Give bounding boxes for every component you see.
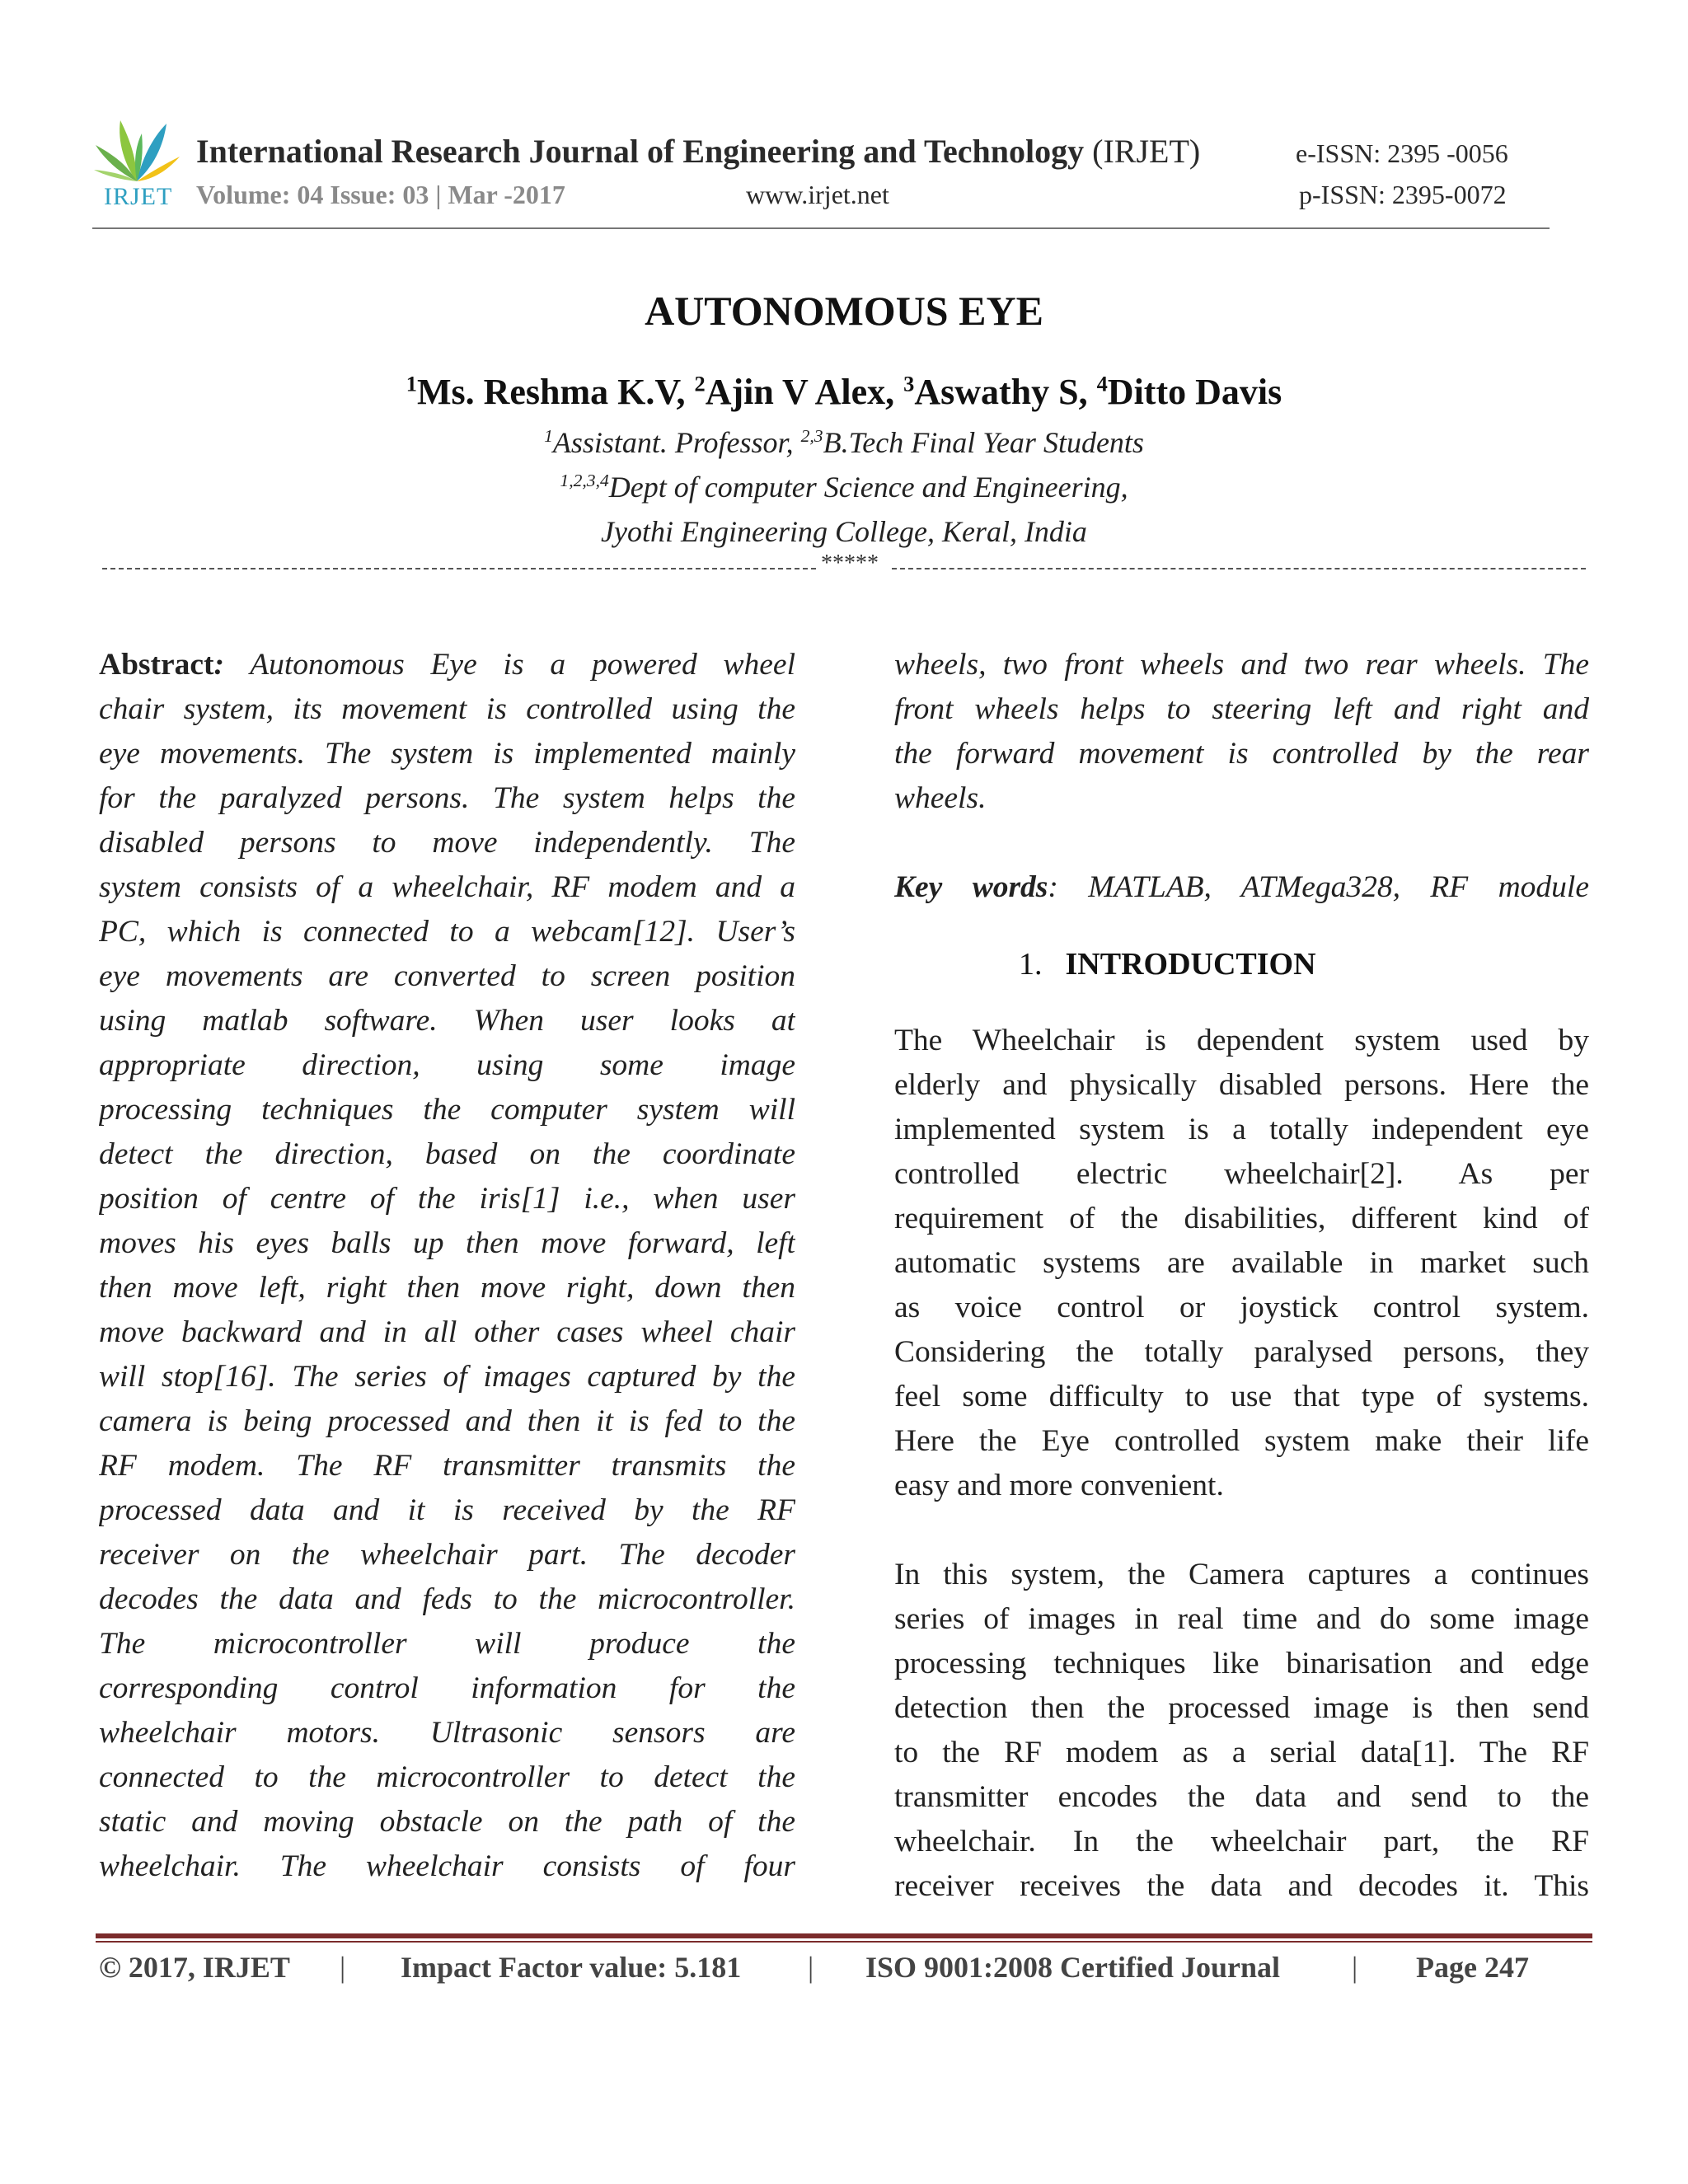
abstract-line: camera is being processed and then it is fed to the (99, 1404, 795, 1438)
abstract-line: corresponding control information for the (99, 1671, 795, 1705)
intro-line: Considering the totally paralysed persons, they (894, 1335, 1589, 1369)
abstract-text: Autonomous Eye is a powered wheel (224, 648, 795, 682)
author-4: Ditto Davis (1107, 372, 1282, 412)
journal-abbreviation: (IRJET) (1092, 133, 1201, 170)
intro-line: elderly and physically disabled persons. Here the (894, 1068, 1589, 1102)
intro-line: controlled electric wheelchair[2]. As per (894, 1157, 1589, 1191)
abstract-line: appropriate direction, using some image (99, 1048, 795, 1082)
affil-role-students: B.Tech Final Year Students (823, 426, 1144, 459)
author-list (0, 371, 1688, 413)
intro-line: Here the Eye controlled system make their life (894, 1424, 1589, 1458)
abstract-line: moves his eyes balls up then move forward, left (99, 1226, 795, 1260)
abstract-line: eye movements are converted to screen position (99, 959, 795, 993)
abstract-line: system consists of a wheelchair, RF modem and a (99, 870, 795, 904)
abstract-line: The microcontroller will produce the (99, 1627, 795, 1661)
blank-line (894, 1508, 1589, 1553)
abstract-line: processed data and it is received by the RF (99, 1493, 795, 1527)
abstract-line: will stop[16]. The series of images captured by the (99, 1360, 795, 1394)
footer-copyright: © 2017, IRJET (99, 1951, 290, 1984)
abstract-continuation-line: front wheels helps to steering left and right and (894, 692, 1589, 726)
title-separator (102, 551, 1586, 576)
affil-sup-2: 2,3 (800, 426, 823, 446)
affil-dept-text: Dept of computer Science and Engineering, (608, 471, 1128, 504)
abstract-line: for the paralyzed persons. The system helps the (99, 781, 795, 815)
abstract-line: connected to the microcontroller to detect the (99, 1760, 795, 1794)
intro-line: requirement of the disabilities, different kind of (894, 1202, 1589, 1235)
volume-issue: Volume: 04 Issue: 03 | Mar -2017 (196, 180, 565, 209)
separator-dash-left (102, 568, 816, 569)
abstract-line: move backward and in all other cases wheel chair (99, 1315, 795, 1349)
abstract-line: using matlab software. When user looks at (99, 1004, 795, 1038)
affil-sup-1: 1 (544, 426, 553, 446)
right-column (894, 643, 1589, 910)
intro-line: wheelchair. In the wheelchair part, the RF (894, 1825, 1589, 1858)
author-1: Ms. Reshma K.V, (416, 372, 695, 412)
intro-line: In this system, the Camera captures a continues (894, 1558, 1589, 1591)
introduction-body (894, 1019, 1589, 1909)
abstract-line: position of centre of the iris[1] i.e., when user (99, 1182, 795, 1216)
intro-line: as voice control or joystick control system. (894, 1291, 1589, 1324)
header-divider (92, 227, 1550, 229)
separator-stars: ***** (821, 551, 879, 576)
blank-line (894, 821, 1589, 865)
affiliation-department (0, 470, 1688, 504)
abstract-continuation-line: wheels. (894, 781, 987, 815)
affiliation-roles (0, 425, 1688, 460)
section-heading-introduction (1019, 946, 1316, 982)
website-link[interactable]: www.irjet.net (746, 180, 889, 209)
logo-text: IRJET (104, 183, 173, 210)
abstract-line: receiver on the wheelchair part. The decoder (99, 1538, 795, 1572)
author-3-number: 3 (903, 371, 915, 396)
abstract-line: decodes the data and feds to the microcontroller. (99, 1582, 795, 1616)
abstract-continuation-line: the forward movement is controlled by the rear (894, 737, 1589, 771)
footer-page-number: Page 247 (1416, 1951, 1529, 1984)
affiliation-college: Jyothi Engineering College, Keral, India (601, 515, 1087, 548)
abstract-line: disabled persons to move independently. The (99, 826, 795, 860)
footer-separator: | (808, 1951, 814, 1984)
author-2-number: 2 (694, 371, 706, 396)
affil-sup-dept: 1,2,3,4 (560, 471, 609, 490)
keywords-label: Key words (894, 870, 1048, 904)
journal-full-name: International Research Journal of Engineering and Technology (196, 133, 1085, 170)
section-number: 1. (1019, 947, 1043, 982)
intro-line: The Wheelchair is dependent system used by (894, 1024, 1589, 1057)
footer-iso: ISO 9001:2008 Certified Journal (865, 1951, 1280, 1984)
abstract-line (99, 643, 795, 687)
intro-line: easy and more convenient. (894, 1469, 1224, 1502)
abstract-column (99, 643, 795, 1889)
abstract-line: eye movements. The system is implemented mainly (99, 737, 795, 771)
abstract-colon: : (213, 648, 225, 682)
intro-line: receiver receives the data and decodes it. This (894, 1869, 1589, 1903)
abstract-line: RF modem. The RF transmitter transmits the (99, 1449, 795, 1483)
abstract-line: PC, which is connected to a webcam[12]. User’s (99, 915, 795, 949)
keywords-text: : MATLAB, ATMega328, RF module (1048, 870, 1589, 904)
footer-separator: | (1352, 1951, 1358, 1984)
abstract-label: Abstract (99, 648, 214, 682)
author-4-number: 4 (1096, 371, 1108, 396)
journal-name (196, 132, 1200, 171)
section-title: INTRODUCTION (1065, 947, 1316, 982)
intro-line: transmitter encodes the data and send to the (894, 1780, 1589, 1814)
abstract-line: chair system, its movement is controlled using the (99, 692, 795, 726)
abstract-line: static and moving obstacle on the path of the (99, 1805, 795, 1839)
author-2: Ajin V Alex, (705, 372, 904, 412)
intro-line: to the RF modem as a serial data[1]. The RF (894, 1736, 1589, 1769)
footer-rule-thin (96, 1941, 1592, 1943)
footer-impact-factor: Impact Factor value: 5.181 (401, 1951, 742, 1984)
separator-dash-right (892, 568, 1586, 569)
keywords (894, 865, 1589, 910)
abstract-continuation-line: wheels, two front wheels and two rear wheels. The (894, 648, 1589, 682)
intro-line: series of images in real time and do some image (894, 1602, 1589, 1636)
p-issn: p-ISSN: 2395-0072 (1299, 180, 1507, 209)
paper-title: AUTONOMOUS EYE (645, 288, 1043, 334)
footer-separator: | (340, 1951, 346, 1984)
affil-role-professor: Assistant. Professor, (552, 426, 801, 459)
intro-line: feel some difficulty to use that type of systems. (894, 1380, 1589, 1413)
author-3: Aswathy S, (914, 372, 1097, 412)
footer-rule-thick (96, 1933, 1592, 1938)
e-issn: e-ISSN: 2395 -0056 (1296, 138, 1508, 168)
abstract-line: wheelchair. The wheelchair consists of four (99, 1849, 795, 1883)
abstract-line: then move left, right then move right, down then (99, 1271, 795, 1305)
intro-line: implemented system is a totally independent eye (894, 1113, 1589, 1146)
intro-line: automatic systems are available in market such (894, 1246, 1589, 1280)
abstract-line: processing techniques the computer system will (99, 1093, 795, 1127)
abstract-line: detect the direction, based on the coordinate (99, 1137, 795, 1171)
author-1-number: 1 (406, 371, 417, 396)
intro-line: processing techniques like binarisation and edge (894, 1647, 1589, 1680)
intro-line: detection then the processed image is then send (894, 1691, 1589, 1725)
abstract-line: wheelchair motors. Ultrasonic sensors are (99, 1716, 795, 1750)
